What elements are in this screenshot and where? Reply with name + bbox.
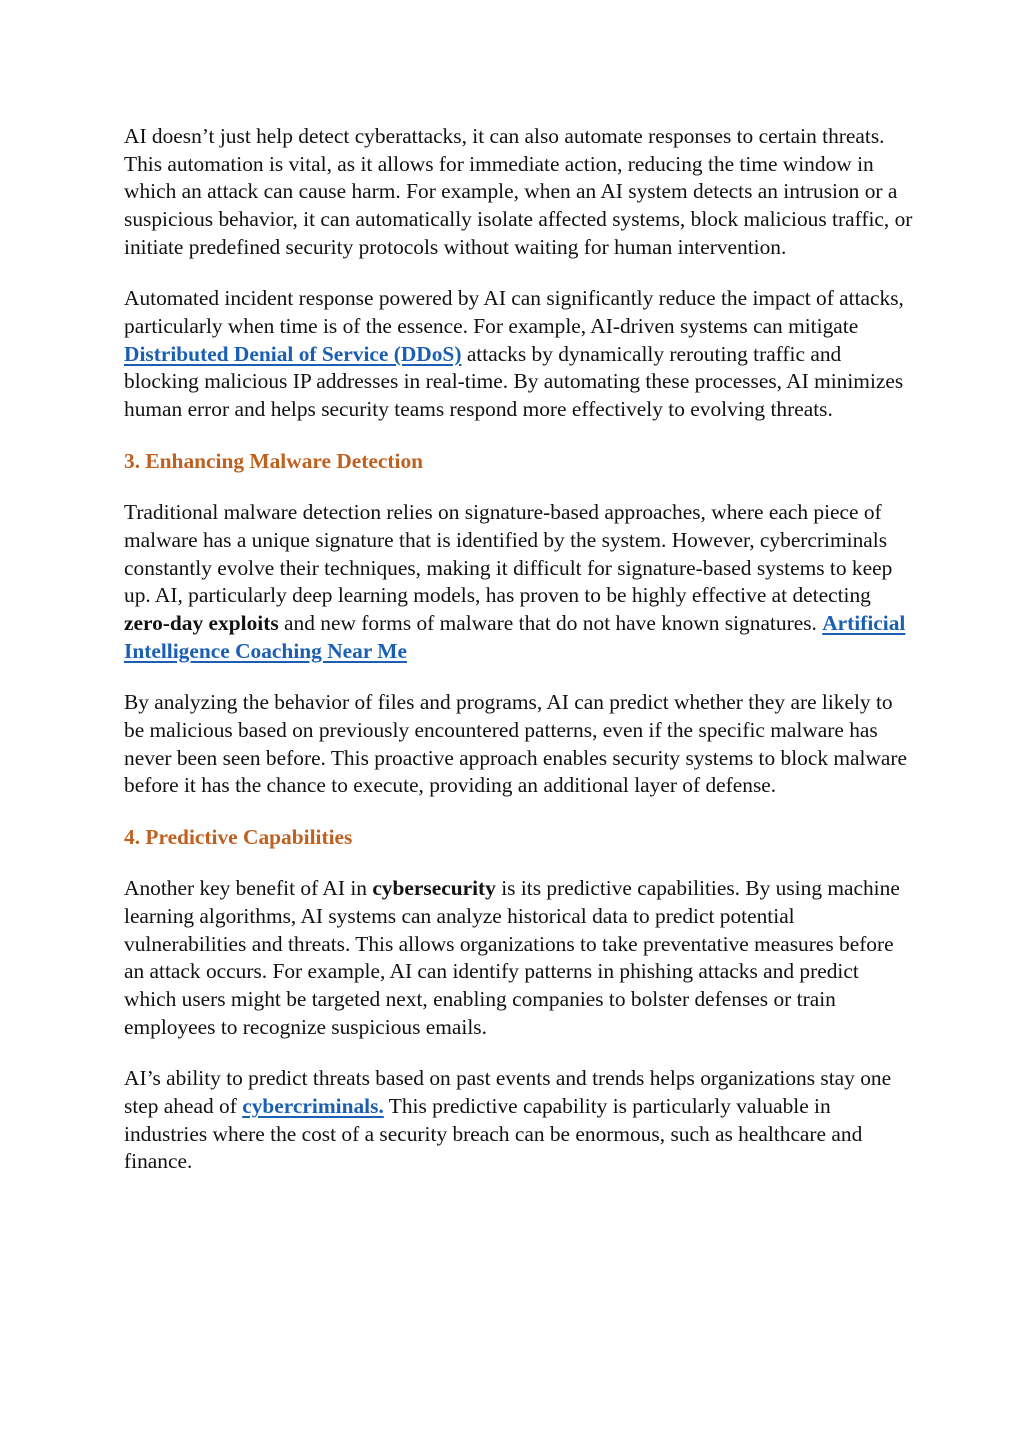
bold-cybersecurity: cybersecurity <box>372 876 496 901</box>
bold-zero-day-exploits: zero-day exploits <box>124 610 279 635</box>
paragraph-behavior-analysis: By analyzing the behavior of files and programs, AI can predict whether they are likely to be malicious based on previously encountered patterns, even if the specific malware has never been seen before. This proactive approach enables security systems to block malware before it has the chance to execute, providing an additional layer of defense. <box>124 690 908 798</box>
document-page <box>124 123 914 1200</box>
paragraph-text: Another key benefit of AI in <box>124 876 373 901</box>
paragraph-automated-responses: AI doesn’t just help detect cyberattacks, it can also automate responses to certain threats. This automation is vital, as it allows for immediate action, reducing the time window in which an attack can cause harm. For example, when an AI system detects an intrusion or a suspicious behavior, it can automatically isolate affected systems, block malicious traffic, or initiate predefined security protocols without waiting for human intervention. <box>124 124 913 259</box>
paragraph-text: AI’s ability to predict threats based on past events and trends helps organizations stay one step ahead of <box>124 1066 892 1118</box>
paragraph-incident-response <box>124 285 914 424</box>
paragraph-text: and new forms of malware that do not have known signatures. <box>278 610 823 635</box>
paragraph-predictive-benefits <box>124 875 914 1041</box>
paragraph-malware-detection <box>124 499 914 665</box>
paragraph-text: attacks by dynamically rerouting traffic and blocking malicious IP addresses in real-time. By automating these processes, AI minimizes human error and helps security teams respond more effectively to evolving threats. <box>124 341 904 422</box>
cybercriminals-link[interactable]: cybercriminals. <box>242 1093 384 1118</box>
ai-coaching-link[interactable]: Artificial Intelligence Coaching Near Me <box>124 610 906 663</box>
heading-predictive-capabilities: 4. Predictive Capabilities <box>124 824 353 849</box>
paragraph-text: Traditional malware detection relies on signature-based approaches, where each piece of malware has a unique signature that is identified by the system. However, cybercriminals constantly evolve their techniques, making it difficult for signature-based systems to keep up. AI, particularly deep learning models, has proven to be highly effective at detecting <box>124 500 893 608</box>
paragraph-text: This predictive capability is particularly valuable in industries where the cost of a security breach can be enormous, such as healthcare and finance. <box>124 1093 863 1174</box>
paragraph-text: Automated incident response powered by AI can significantly reduce the impact of attacks, particularly when time is of the essence. For example, AI-driven systems can mitigate <box>124 286 904 339</box>
paragraph-text: is its predictive capabilities. By using machine learning algorithms, AI systems can analyze historical data to predict potential vulnerabilities and threats. This allows organizations to take preventative measures before an attack occurs. For example, AI can identify patterns in phishing attacks and predict which users might be targeted next, enabling companies to bolster defenses or train employees to recognize suspicious emails. <box>124 876 900 1039</box>
paragraph-threat-prediction <box>124 1065 914 1176</box>
heading-malware-detection: 3. Enhancing Malware Detection <box>124 448 424 473</box>
ddos-link[interactable]: Distributed Denial of Service (DDoS) <box>124 341 462 366</box>
